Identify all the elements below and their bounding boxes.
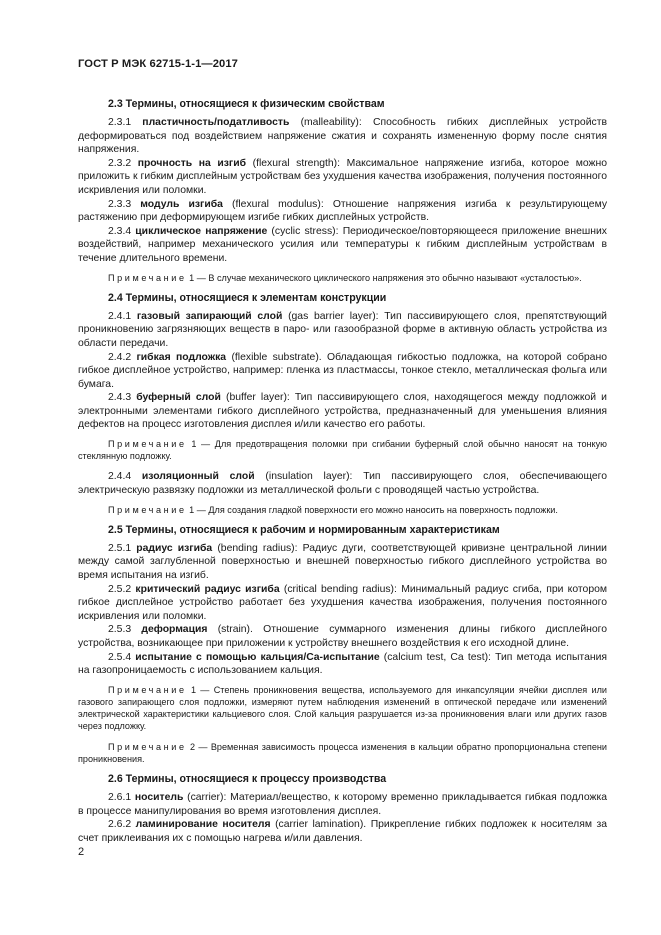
- term-definition: Максимальное напряжение изгиба, которое можно приложить к гибким дисплейным устройствам без ухудшения качества изображения, получения постоянного искривления или поломки.: [78, 157, 608, 196]
- term-entry: [78, 225, 607, 266]
- term-entry: [78, 542, 607, 583]
- term-number: 2.5.1: [108, 542, 132, 554]
- term-name: модуль изгиба: [140, 198, 223, 210]
- term-definition: Радиус дуги, соответствующей кривизне центральной линии между самой заглубленной поверхностью и внешней поверхностью гибкого дисплейного устройства во время испытания на изгиб.: [78, 542, 607, 582]
- term-entry: [78, 198, 607, 225]
- term-english: (carrier lamination).: [275, 819, 367, 831]
- term-english: (carrier):: [187, 792, 227, 804]
- note: Примечание 1 — Для предотвращения поломки при сгибании буферный слой обычно наносят на тонкую стеклянную подложку.: [78, 439, 608, 462]
- term-name: гибкая подложка: [136, 351, 227, 363]
- term-name: газовый запирающий слой: [136, 310, 283, 322]
- term-name: деформация: [141, 624, 208, 636]
- term-number: 2.6.2: [108, 819, 132, 831]
- term-entry: [78, 818, 607, 845]
- note-number: 2: [190, 741, 196, 752]
- term-definition: Периодическое/повторяющееся приложение внешних воздействий, например механического усилия или температуры к гибким дисплейным устройствам в течение длительного времени.: [78, 225, 607, 264]
- term-entry: [78, 583, 607, 624]
- note: Примечание 2 — Временная зависимость процесса изменения в кальции обратно пропорциональна степени проникновения.: [78, 741, 607, 764]
- term-name: пластичность/податливость: [142, 117, 290, 128]
- term-english: (strain).: [217, 624, 253, 636]
- term-english: (gas barrier layer):: [288, 310, 379, 322]
- term-definition: Материал/вещество, к которому временно прикладывается гибкая подложка в процессе манипулирования во время изготовления дисплея.: [78, 792, 608, 817]
- term-english: (insulation layer):: [265, 471, 353, 483]
- term-english: (calcium test, Ca test):: [383, 651, 491, 663]
- term-number: 2.3.4: [108, 225, 132, 237]
- term-definition: Тип пассивирующего слоя, препятствующий проникновению загрязняющих веществ в паро- или газообразной форме в активную область устройства из области передачи.: [78, 310, 607, 349]
- term-entry: [78, 351, 607, 392]
- term-definition: Способность гибких дисплейных устройств деформироваться под воздействием напряжение сжатия и сохранять измененную форму после снятия напряжения.: [78, 117, 607, 156]
- section-2-4: [78, 292, 607, 516]
- term-english: (flexural strength):: [252, 157, 341, 169]
- term-number: 2.3.3: [108, 198, 132, 210]
- term-english: (flexible substrate).: [231, 351, 322, 363]
- term-number: 2.6.1: [108, 792, 132, 804]
- document-header: ГОСТ Р МЭК 62715-1-1—2017: [78, 58, 239, 70]
- note-number: 1: [191, 439, 197, 450]
- term-entry: [78, 791, 607, 818]
- term-entry: [78, 310, 607, 351]
- note-text: В случае механического циклического напряжения это обычно называют «усталостью».: [208, 272, 582, 283]
- term-number: 2.3.1: [108, 117, 132, 128]
- note: Примечание 1 — Для создания гладкой поверхности его можно наносить на поверхность подложки.: [108, 504, 558, 515]
- term-number: 2.4.4: [108, 471, 132, 483]
- term-definition: Прикрепление гибких подложек к носителям за счет приклеивания их с помощью нагрева и/или давления.: [78, 819, 608, 844]
- term-name: буферный слой: [136, 392, 221, 404]
- note-text: Для создания гладкой поверхности его можно наносить на поверхность подложки.: [208, 504, 558, 515]
- term-name: критический радиус изгиба: [135, 583, 280, 595]
- section-2-6: [78, 773, 607, 845]
- term-definition: Тип пассивирующего слоя, обеспечивающего электрическую развязку подложки из металлической фольги с проводящей частью устройства.: [78, 471, 608, 497]
- term-definition: Обладающая гибкостью подложка, на которой собрано гибкое дисплейное устройство, например: пленка из пластмассы, тонкое стекло, металлическая фольга или бумага.: [78, 351, 607, 390]
- section-2-5: [78, 524, 607, 765]
- note-label: Примечание: [108, 504, 187, 515]
- term-name: носитель: [134, 792, 184, 804]
- term-definition: Тип метода испытания на газопроницаемость с использованием кальция.: [78, 651, 608, 677]
- term-entry: [78, 116, 607, 157]
- term-english: (bending radius):: [217, 542, 298, 554]
- note-label: Примечание: [108, 741, 187, 752]
- term-name: изоляционный слой: [141, 471, 255, 483]
- note-number: 1: [189, 504, 195, 515]
- term-name: ламинирование носителя: [135, 819, 271, 831]
- note-label: Примечание: [108, 272, 187, 283]
- note-number: 1: [189, 272, 195, 283]
- note-label: Примечание: [108, 439, 187, 450]
- term-english: (malleability):: [300, 117, 362, 128]
- note-number: 1: [190, 684, 196, 695]
- section-title: 2.3 Термины, относящиеся к физическим свойствам: [108, 98, 385, 110]
- term-name: испытание с помощью кальция/Ca-испытание: [135, 651, 380, 663]
- term-definition: Минимальный радиус сгиба, при котором гибкое дисплейное устройство работает без ухудшения качества изображения, получения постоянного искривления или поломки.: [78, 583, 608, 622]
- term-english: (buffer layer):: [225, 392, 290, 404]
- term-entry: [78, 651, 607, 678]
- note-text: Для предотвращения поломки при сгибании буферный слой обычно наносят на тонкую стеклянную подложку.: [78, 439, 608, 462]
- section-title: 2.4 Термины, относящиеся к элементам конструкции: [108, 291, 387, 304]
- note-text: Временная зависимость процесса изменения в кальции обратно пропорциональна степени проникновения.: [78, 741, 607, 764]
- term-number: 2.5.3: [108, 624, 132, 636]
- note: Примечание 1 — В случае механического циклического напряжения это обычно называют «усталостью».: [108, 272, 582, 283]
- section-title: 2.6 Термины, относящиеся к процессу производства: [108, 773, 387, 786]
- note-text: Степень проникновения вещества, используемого для инкапсуляции ячейки дисплея или газового запирающего слоя подложки, измеряют путем наблюдения изменений в оптической передаче или изменений электрической характеристики кальциевого слоя. Слой кальция разрушается из-за проникновения влаги или других газов через подложку.: [78, 684, 607, 732]
- term-entry: [78, 391, 607, 432]
- term-entry: [78, 470, 607, 497]
- term-number: 2.4.3: [108, 392, 132, 404]
- term-definition: Отношение суммарного изменения длины гибкого дисплейного устройства, возникающее при приложении к устройству внешнего воздействия к его исходной длине.: [78, 624, 607, 650]
- term-entry: [78, 623, 607, 650]
- term-number: 2.4.2: [108, 351, 132, 363]
- term-number: 2.3.2: [108, 157, 132, 169]
- term-english: (critical bending radius):: [283, 583, 397, 595]
- term-english: (flexural modulus):: [232, 198, 324, 210]
- term-english: (cyclic stress):: [271, 225, 339, 237]
- term-definition: Тип пассивирующего слоя, находящегося между подложкой и электронными элементами гибкого дисплейного устройства, предназначенный для уменьшения влияния дефектов на процесс изготовления дисплея и/или качество его работы.: [78, 392, 607, 431]
- term-entry: [78, 157, 607, 198]
- term-number: 2.4.1: [108, 310, 132, 322]
- term-name: радиус изгиба: [136, 542, 213, 554]
- term-name: прочность на изгиб: [137, 157, 247, 169]
- page-number: 2: [78, 846, 85, 858]
- section-title: 2.5 Термины, относящиеся к рабочим и нормированным характеристикам: [108, 523, 500, 536]
- term-definition: Отношение напряжения изгиба к результирующему растяжению при деформирующем изгибе гибких дисплейных устройств.: [78, 198, 608, 224]
- term-name: циклическое напряжение: [135, 225, 268, 237]
- section-2-3: [78, 98, 607, 284]
- term-number: 2.5.2: [108, 583, 132, 595]
- note: Примечание 1 — Степень проникновения вещества, используемого для инкапсуляции ячейки дисплея или газового запирающего слоя подложки, измеряют путем наблюдения изменений в оптической передаче или изменений электрической характеристики кальциевого слоя. Слой кальция разрушается из-за проникновения влаги или других газов через подложку.: [78, 684, 607, 732]
- note-label: Примечание: [108, 684, 187, 695]
- term-number: 2.5.4: [108, 651, 132, 663]
